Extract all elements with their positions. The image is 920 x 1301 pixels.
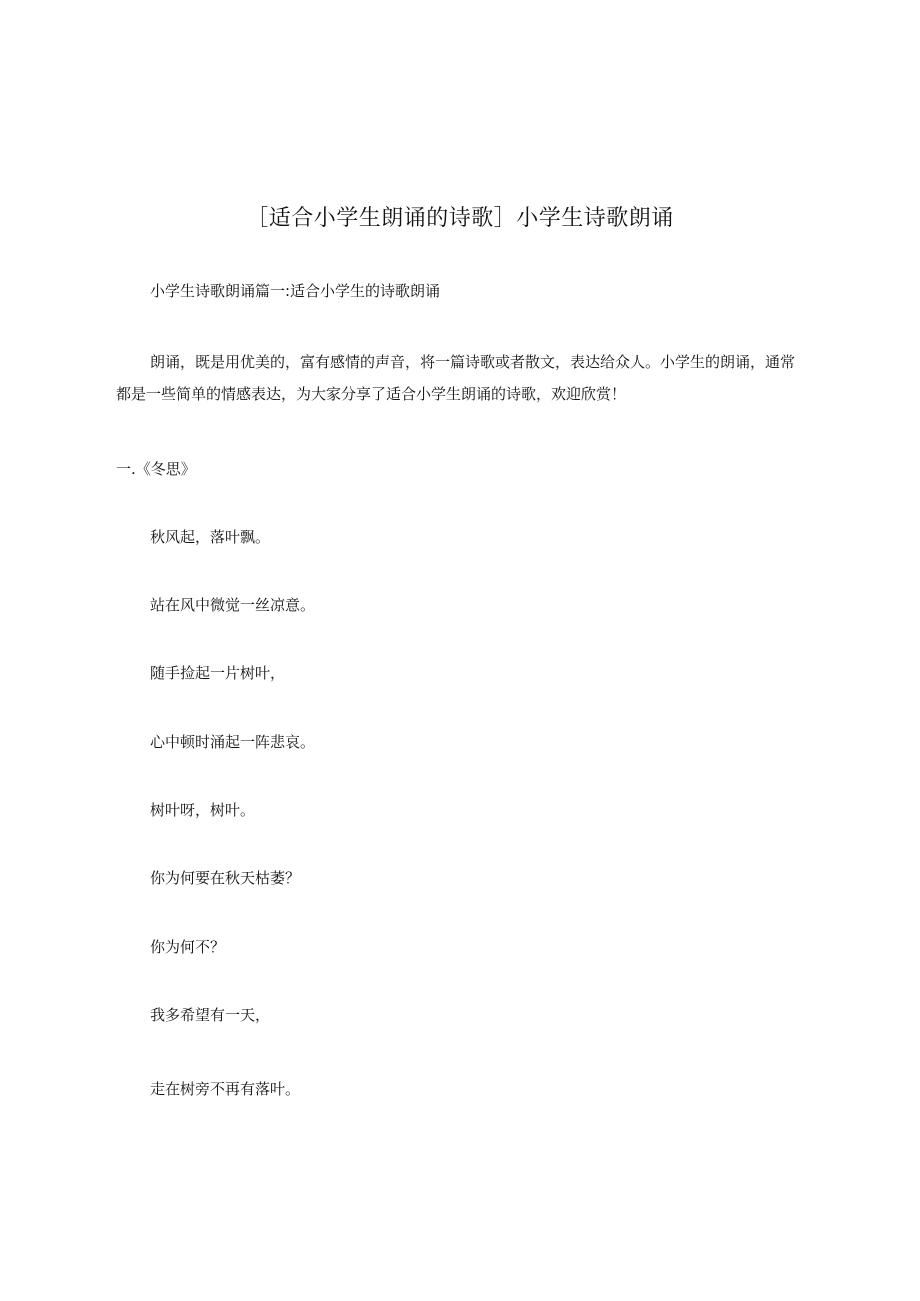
poem-line: 你为何不？ [150,938,226,956]
intro-paragraph: 朗诵，既是用优美的，富有感情的声音，将一篇诗歌或者散文，表达给众人。小学生的朗诵，通常都是一些简单的情感表达，为大家分享了适合小学生朗诵的诗歌，欢迎欣赏！ [116,353,796,403]
poem-line: 心中顿时涌起一阵悲哀。 [150,733,316,751]
poem-line: 走在树旁不再有落叶。 [150,1080,301,1098]
poem-line: 我多希望有一天， [150,1006,271,1024]
poem-line: 秋风起，落叶飘。 [150,528,271,546]
article-subheading: 小学生诗歌朗诵篇一:适合小学生的诗歌朗诵 [150,282,441,300]
poem-line: 你为何要在秋天枯萎？ [150,869,301,887]
document-title: ［适合小学生朗诵的诗歌］小学生诗歌朗诵 [246,206,674,231]
poem-section-title: 一.《冬思》 [116,460,196,478]
poem-line: 随手捡起一片树叶， [150,664,286,682]
poem-line: 站在风中微觉一丝凉意。 [150,596,316,614]
poem-line: 树叶呀，树叶。 [150,801,256,819]
